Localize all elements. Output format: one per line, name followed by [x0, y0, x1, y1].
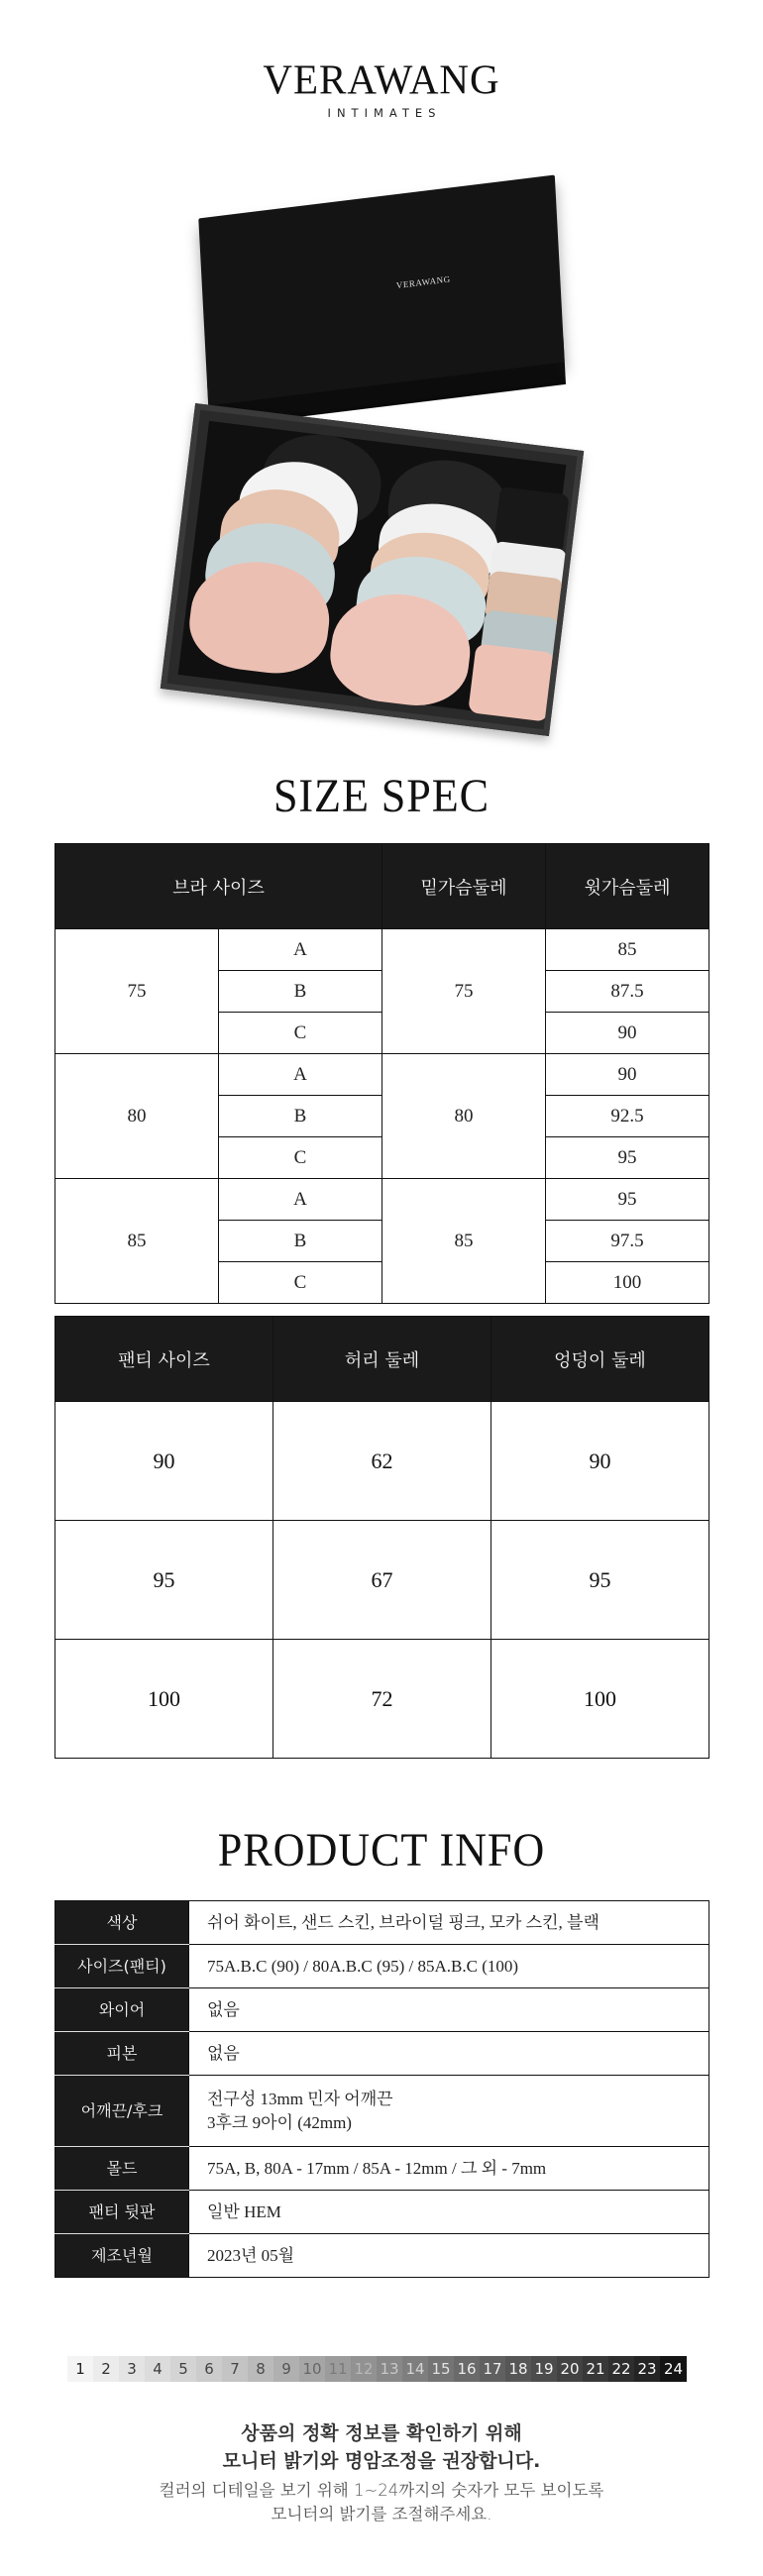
info-label: 팬티 뒷판	[55, 2191, 189, 2234]
scale-step: 13	[377, 2356, 402, 2382]
waist-value: 67	[273, 1521, 491, 1640]
scale-step: 18	[505, 2356, 531, 2382]
info-label: 피본	[55, 2032, 189, 2076]
under-bust-value: 75	[382, 929, 546, 1054]
scale-step: 21	[583, 2356, 608, 2382]
notice-line: 모니터 밝기와 명암조정을 권장합니다.	[222, 2450, 541, 2472]
cup-size: A	[219, 929, 382, 971]
info-label: 어깨끈/후크	[55, 2076, 189, 2147]
cup-size: A	[219, 1179, 382, 1221]
lid-logo: VERAWANG	[395, 273, 451, 291]
cup-size: B	[219, 971, 382, 1013]
info-label: 와이어	[55, 1988, 189, 2032]
panty-size: 100	[55, 1640, 273, 1759]
scale-step: 20	[557, 2356, 583, 2382]
cup-size: C	[219, 1137, 382, 1179]
info-row-size	[55, 1945, 709, 1988]
scale-step: 2	[93, 2356, 119, 2382]
table-row	[55, 1640, 709, 1759]
info-value: 75A.B.C (90) / 80A.B.C (95) / 85A.B.C (100)	[189, 1945, 709, 1988]
header-over-bust: 윗가슴둘레	[546, 844, 709, 929]
table-row	[55, 1521, 709, 1640]
scale-step: 9	[273, 2356, 299, 2382]
scale-step: 24	[660, 2356, 687, 2382]
waist-value: 62	[273, 1402, 491, 1521]
hip-value: 95	[491, 1521, 709, 1640]
info-label: 몰드	[55, 2147, 189, 2191]
scale-step: 7	[222, 2356, 248, 2382]
scale-step: 17	[480, 2356, 505, 2382]
bra-size-table	[54, 843, 709, 1304]
scale-step: 5	[170, 2356, 196, 2382]
over-bust-value: 95	[546, 1137, 709, 1179]
cup-size: B	[219, 1096, 382, 1137]
info-label: 사이즈(팬티)	[55, 1945, 189, 1988]
scale-step: 8	[248, 2356, 273, 2382]
notice-line: 컬러의 디테일을 보기 위해 1~24까지의 숫자가 모두 보이도록	[159, 2481, 604, 2500]
scale-step: 23	[634, 2356, 660, 2382]
info-label: 제조년월	[55, 2234, 189, 2278]
band-size: 75	[55, 929, 219, 1054]
info-row-manufacture-date	[55, 2234, 709, 2278]
table-row	[55, 1179, 709, 1221]
info-row-bone	[55, 2032, 709, 2076]
header-waist: 허리 둘레	[273, 1317, 491, 1402]
info-value-line: 전구성 13mm 민자 어깨끈	[207, 2089, 393, 2108]
panty-size: 95	[55, 1521, 273, 1640]
info-value: 일반 HEM	[189, 2191, 709, 2234]
cup-size: A	[219, 1054, 382, 1096]
header-under-bust: 밑가슴둘레	[382, 844, 546, 929]
scale-step: 15	[428, 2356, 454, 2382]
over-bust-value: 90	[546, 1054, 709, 1096]
product-photo	[159, 168, 585, 733]
info-row-strap-hook	[55, 2076, 709, 2147]
notice-line: 상품의 정확 정보를 확인하기 위해	[241, 2422, 522, 2444]
scale-step: 11	[325, 2356, 351, 2382]
header-panty-size: 팬티 사이즈	[55, 1317, 273, 1402]
size-spec-title: SIZE SPEC	[272, 770, 490, 822]
info-label: 색상	[55, 1901, 189, 1945]
band-size: 85	[55, 1179, 219, 1304]
monitor-brightness-scale	[67, 2356, 687, 2382]
scale-step: 1	[67, 2356, 93, 2382]
table-row	[55, 1402, 709, 1521]
scale-step: 4	[145, 2356, 170, 2382]
brand-name: VERAWANG	[263, 55, 500, 103]
cup-size: C	[219, 1013, 382, 1054]
over-bust-value: 97.5	[546, 1221, 709, 1262]
brand-logo	[0, 57, 763, 120]
table-row	[55, 929, 709, 971]
info-value	[189, 2076, 709, 2147]
header-bra-size: 브라 사이즈	[55, 844, 382, 929]
tray-inner	[178, 421, 567, 718]
hip-value: 100	[491, 1640, 709, 1759]
product-info-title: PRODUCT INFO	[217, 1824, 546, 1877]
under-bust-value: 80	[382, 1054, 546, 1179]
scale-step: 19	[531, 2356, 557, 2382]
info-row-mold	[55, 2147, 709, 2191]
waist-value: 72	[273, 1640, 491, 1759]
garment-pink-panty	[468, 643, 555, 721]
scale-step: 6	[196, 2356, 222, 2382]
info-row-color	[55, 1901, 709, 1945]
hip-value: 90	[491, 1402, 709, 1521]
over-bust-value: 100	[546, 1262, 709, 1304]
info-row-panty-back	[55, 2191, 709, 2234]
info-value: 쉬어 화이트, 샌드 스킨, 브라이덜 핑크, 모카 스킨, 블랙	[189, 1901, 709, 1945]
product-info-table	[54, 1900, 709, 2278]
info-value: 없음	[189, 1988, 709, 2032]
under-bust-value: 85	[382, 1179, 546, 1304]
scale-step: 10	[299, 2356, 325, 2382]
notice-line: 모니터의 밝기를 조절해주세요.	[271, 2505, 492, 2523]
scale-step: 3	[119, 2356, 145, 2382]
info-value: 없음	[189, 2032, 709, 2076]
over-bust-value: 85	[546, 929, 709, 971]
over-bust-value: 92.5	[546, 1096, 709, 1137]
info-value-line: 3후크 9아이 (42mm)	[207, 2112, 352, 2132]
info-row-wire	[55, 1988, 709, 2032]
info-value: 2023년 05월	[189, 2234, 709, 2278]
panty-size-table	[54, 1316, 709, 1759]
over-bust-value: 87.5	[546, 971, 709, 1013]
cup-size: C	[219, 1262, 382, 1304]
panty-size: 90	[55, 1402, 273, 1521]
over-bust-value: 90	[546, 1013, 709, 1054]
box-tray	[161, 403, 584, 736]
over-bust-value: 95	[546, 1179, 709, 1221]
scale-step: 14	[402, 2356, 428, 2382]
band-size: 80	[55, 1054, 219, 1179]
table-row	[55, 1054, 709, 1096]
scale-step: 22	[608, 2356, 634, 2382]
brand-subtitle: INTIMATES	[327, 106, 442, 120]
header-hip: 엉덩이 둘레	[491, 1317, 709, 1402]
info-value: 75A, B, 80A - 17mm / 85A - 12mm / 그 외 - 7mm	[189, 2147, 709, 2191]
scale-step: 12	[351, 2356, 377, 2382]
monitor-notice	[0, 2419, 763, 2526]
scale-step: 16	[454, 2356, 480, 2382]
cup-size: B	[219, 1221, 382, 1262]
